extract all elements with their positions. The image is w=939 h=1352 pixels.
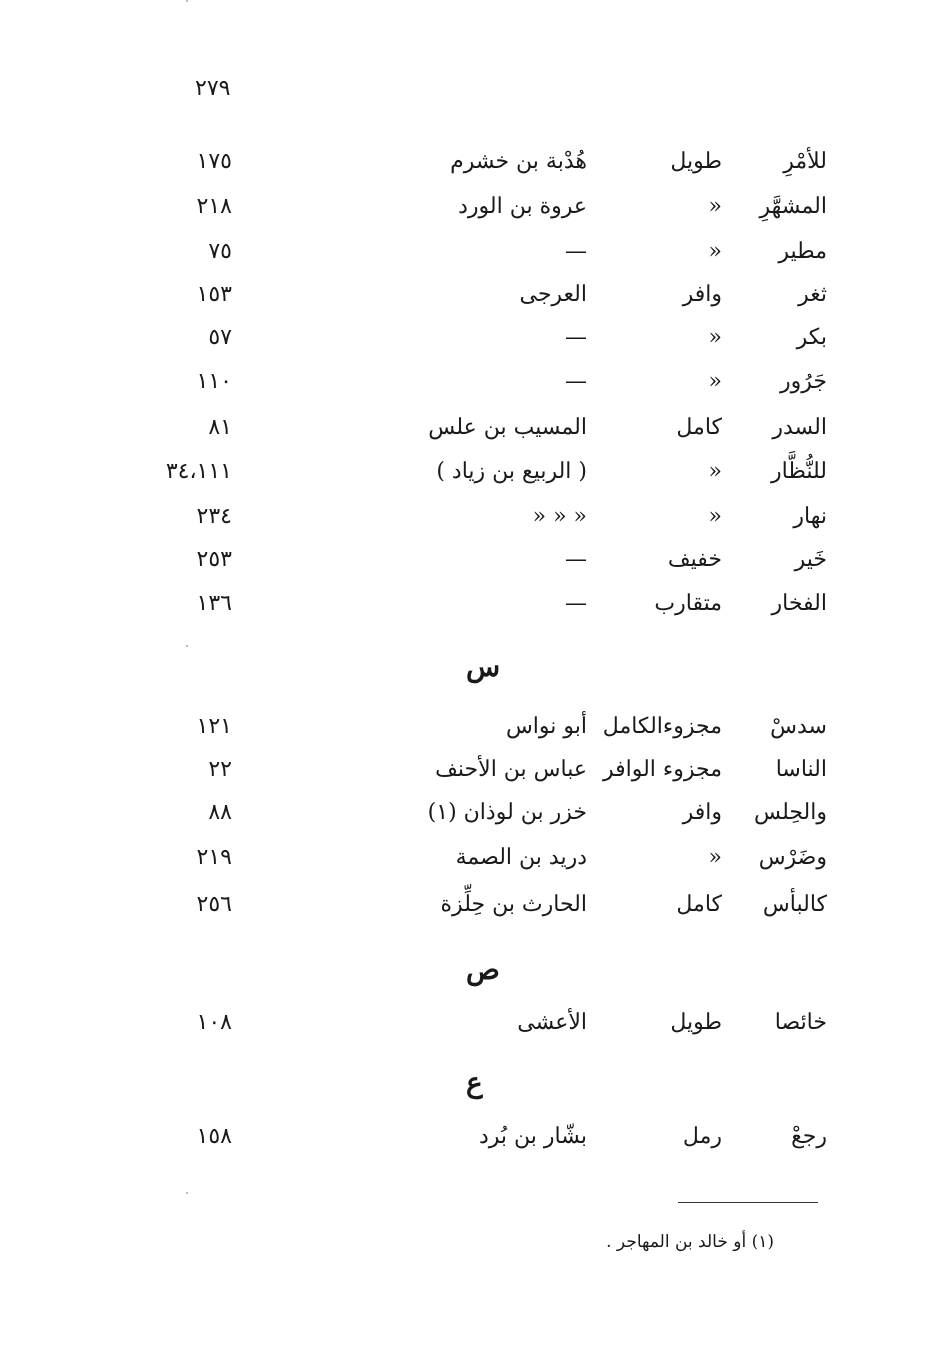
index-row xyxy=(0,187,939,227)
meter-name: مجزوءالكامل xyxy=(602,714,722,739)
meter-name: » xyxy=(708,845,722,870)
poet-name: — xyxy=(565,369,587,394)
poet-name: الأعشى xyxy=(517,1010,587,1035)
page-ref: ٢٣٤ xyxy=(196,504,232,529)
meter-name: متقارب xyxy=(654,591,722,616)
page-ref: ١٠٨ xyxy=(196,1010,232,1035)
index-row xyxy=(0,497,939,537)
index-row xyxy=(0,408,939,448)
meter-name: مجزوء الوافر xyxy=(602,757,722,782)
section-letter: ع xyxy=(466,1066,483,1099)
index-row xyxy=(0,1117,939,1157)
index-row xyxy=(0,452,939,492)
rhyme-word: الناسا xyxy=(775,757,827,782)
page-ref: ١١٠ xyxy=(196,369,232,394)
poet-name: خزر بن لوذان (١) xyxy=(427,800,587,825)
index-row xyxy=(0,540,939,580)
rhyme-word: خَير xyxy=(794,547,827,572)
rhyme-word: المشهَّرِ xyxy=(759,194,827,219)
page-ref: ١٢١ xyxy=(196,714,232,739)
meter-name: » xyxy=(708,239,722,264)
rhyme-word: بكر xyxy=(796,325,827,350)
page-ref: ٥٧ xyxy=(208,325,232,350)
poet-name: الحارث بن حِلِّزة xyxy=(440,892,587,917)
index-row xyxy=(0,1003,939,1043)
poet-name: هُدْبة بن خشرم xyxy=(450,149,587,174)
index-row xyxy=(0,318,939,358)
meter-name: » xyxy=(708,369,722,394)
index-row xyxy=(0,885,939,925)
page-ref: ١٥٨ xyxy=(196,1124,232,1149)
page-ref: ١٣٦ xyxy=(196,591,232,616)
index-row xyxy=(0,584,939,624)
meter-name: كامل xyxy=(676,415,722,440)
scan-speck xyxy=(186,0,188,2)
page-ref: ٨١ xyxy=(208,415,232,440)
rhyme-word: الفخار xyxy=(771,591,827,616)
rhyme-word: والحِلس xyxy=(754,800,827,825)
poet-name: — xyxy=(565,325,587,350)
page-number: ٢٧٩ xyxy=(195,76,231,101)
meter-name: » xyxy=(708,194,722,219)
poet-name: عباس بن الأحنف xyxy=(435,757,587,782)
page-ref: ٢٥٦ xyxy=(196,892,232,917)
page-ref: ٢١٩ xyxy=(196,845,232,870)
poet-name: دريد بن الصمة xyxy=(455,845,587,870)
index-row xyxy=(0,707,939,747)
rhyme-word: جَرُور xyxy=(780,369,827,394)
index-row xyxy=(0,750,939,790)
meter-name: » xyxy=(708,459,722,484)
page-ref: ٢٢ xyxy=(208,757,232,782)
footnote-divider xyxy=(678,1202,818,1203)
rhyme-word: سدسْ xyxy=(770,714,827,739)
rhyme-word: رجعْ xyxy=(791,1124,827,1149)
rhyme-word: نهار xyxy=(793,504,827,529)
index-row xyxy=(0,275,939,315)
rhyme-word: للأمْرِ xyxy=(783,149,827,174)
page-ref: ٣٤،١١١ xyxy=(165,459,232,484)
index-row xyxy=(0,232,939,272)
page-ref: ٢١٨ xyxy=(196,194,232,219)
page-ref: ١٧٥ xyxy=(196,149,232,174)
rhyme-word: خائصا xyxy=(774,1010,827,1035)
index-row xyxy=(0,142,939,182)
section-letter: ص xyxy=(466,953,500,986)
rhyme-word: وضَرْس xyxy=(758,845,827,870)
meter-name: كامل xyxy=(676,892,722,917)
page-ref: ٨٨ xyxy=(208,800,232,825)
rhyme-word: السدر xyxy=(772,415,827,440)
meter-name: رمل xyxy=(682,1124,722,1149)
rhyme-word: ثغر xyxy=(798,282,827,307)
poet-name: — xyxy=(565,547,587,572)
poet-name: — xyxy=(565,239,587,264)
meter-name: خفيف xyxy=(667,547,722,572)
meter-name: » xyxy=(708,325,722,350)
meter-name: طويل xyxy=(670,1010,722,1035)
poet-name: — xyxy=(565,591,587,616)
rhyme-word: كالبأس xyxy=(762,892,827,917)
scan-speck xyxy=(186,645,188,647)
scan-speck xyxy=(186,1192,188,1194)
rhyme-word: للنُّظَّار xyxy=(771,459,827,484)
meter-name: وافر xyxy=(682,800,722,825)
poet-name: بشّار بن بُرد xyxy=(479,1124,587,1149)
section-letter: س xyxy=(466,650,501,683)
poet-name: المسيب بن علس xyxy=(428,415,587,440)
poet-name: » » » xyxy=(532,504,587,529)
page-ref: ١٥٣ xyxy=(196,282,232,307)
meter-name: وافر xyxy=(682,282,722,307)
page-ref: ٧٥ xyxy=(208,239,232,264)
index-row xyxy=(0,362,939,402)
index-row xyxy=(0,793,939,833)
page-ref: ٢٥٣ xyxy=(196,547,232,572)
rhyme-word: مطير xyxy=(778,239,827,264)
footnote: (١) أو خالد بن المهاجر . xyxy=(606,1232,774,1252)
poet-name: العرجى xyxy=(519,282,587,307)
index-row xyxy=(0,838,939,878)
poet-name: أبو نواس xyxy=(505,714,587,739)
poet-name: ( الربيع بن زياد ) xyxy=(436,459,587,484)
meter-name: طويل xyxy=(670,149,722,174)
meter-name: » xyxy=(708,504,722,529)
poet-name: عروة بن الورد xyxy=(458,194,587,219)
